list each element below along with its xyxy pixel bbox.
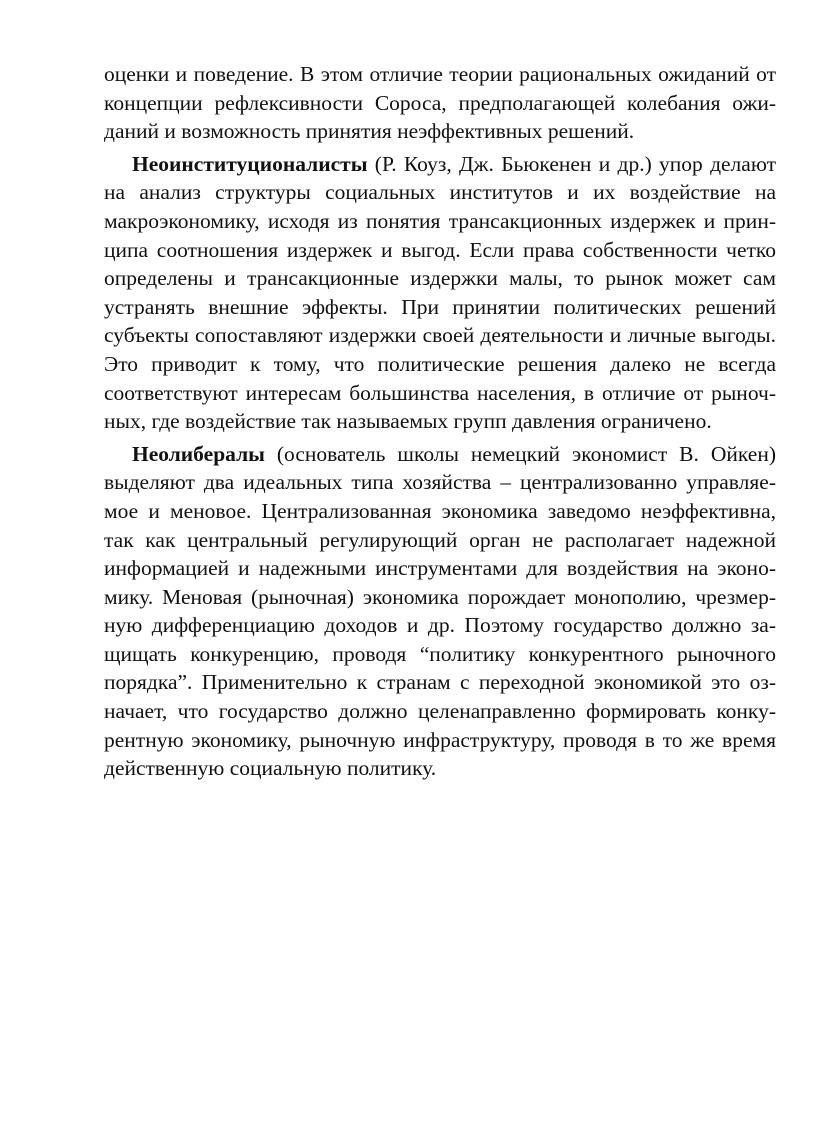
paragraph-2-term: Неоинституционалисты — [132, 151, 368, 176]
paragraph-3-term: Неолибералы — [132, 441, 265, 466]
paragraph-1 — [104, 60, 776, 146]
paragraph-2-text: (Р. Коуз, Дж. Бьюкенен и др.) упор делают на анализ структуры социальных институтов и их воздействие на макроэкономику, исходя из понятия трансакционных издержек и принципа соотношения издержек и выгод. Если права собственности четко определены и трансакционные издержки малы, то рынок может сам устранять внешние эффекты. При принятии политических решений субъекты сопоставляют издержки своей деятельности и личные выгоды. Это приводит к тому, что политические решения далеко не всегда соответствуют интересам большинства населения, в отличие от рыночных, где воздействие так называемых групп давления ограничено. — [104, 151, 776, 434]
document-page — [104, 60, 776, 783]
paragraph-3-text: (основатель школы немецкий экономист В. Ойкен) выделяют два идеальных типа хозяйства – централизованно управляемое и меновое. Централизованная экономика заведомо неэффективна, так как центральный регулирующий орган не располагает надежной информацией и надежными инструментами для воздействия на экономику. Меновая (рыночная) экономика порождает монополию, чрезмерную дифференциацию доходов и др. Поэтому государство должно защищать конкуренцию, проводя “политику конкурентного рыночного порядка”. Применительно к странам с переходной экономикой это означает, что государство должно целенаправленно формировать конкурентную экономику, рыночную инфраструктуру, проводя в то же время действенную социальную политику. — [104, 441, 776, 781]
paragraph-3 — [104, 440, 776, 783]
paragraph-2 — [104, 150, 776, 436]
paragraph-1-text: оценки и поведение. В этом отличие теории рациональных ожиданий от концепции рефлексивности Сороса, предполагающей колебания ожиданий и возможность принятия неэффективных решений. — [104, 62, 776, 144]
